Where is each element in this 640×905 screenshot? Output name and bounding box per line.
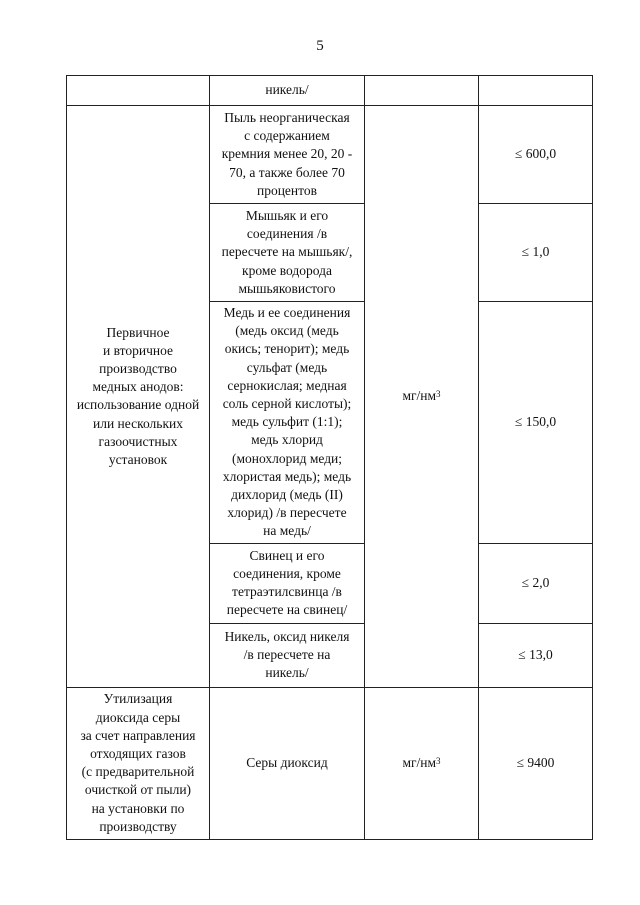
process-name: Утилизация диоксида серы за счет направления отходящих газов (с предварительной очисткой от пыли) на установки по производству — [80, 691, 196, 834]
limit-value: ≤ 13,0 — [518, 647, 553, 663]
value-cell — [479, 106, 593, 204]
limit-value: ≤ 150,0 — [514, 414, 557, 430]
process-cell — [67, 76, 210, 106]
unit-cell — [365, 687, 479, 839]
substance-cell — [210, 687, 365, 839]
emission-limits-table — [66, 75, 593, 840]
value-cell — [479, 623, 593, 687]
substance-name: Никель, оксид никеля /в пересчете на никель/ — [224, 628, 350, 681]
substance-name: Медь и ее соединения (медь оксид (медь окись; тенорит); медь сульфат (медь сернокислая; медная соль серной кислоты); медь сульфит (1:1); медь хлорид (монохлорид меди; хлористая медь); медь дихлорид (медь (II) хлорид) /в пересчете на медь/ — [222, 305, 352, 539]
substance-name: Мышьяк и его соединения /в пересчете на мышьяк/, кроме водорода мышьяковистого — [221, 207, 353, 296]
table-row — [67, 106, 593, 204]
unit-label: $мг/нм^3$ — [402, 755, 441, 771]
value-cell — [479, 543, 593, 623]
limit-value: ≤ 1,0 — [521, 244, 550, 260]
substance-cell — [210, 106, 365, 204]
value-cell — [479, 302, 593, 544]
process-cell — [67, 687, 210, 839]
substance-name: Свинец и его соединения, кроме тетраэтилсвинца /в пересчете на свинец/ — [226, 547, 348, 618]
substance-cell — [210, 76, 365, 106]
process-cell — [67, 106, 210, 688]
page-number: 5 — [316, 38, 324, 54]
table-row — [67, 76, 593, 106]
limit-value: ≤ 600,0 — [514, 146, 557, 162]
unit-cell — [365, 106, 479, 688]
table-row — [67, 687, 593, 839]
substance-name: Серы диоксид — [246, 755, 328, 771]
value-cell — [479, 76, 593, 106]
value-cell — [479, 687, 593, 839]
substance-name: никель/ — [265, 82, 309, 98]
substance-cell — [210, 302, 365, 544]
substance-cell — [210, 543, 365, 623]
process-name: Первичное и вторичное производство медных анодов: использование одной или нескольких газоочистных установок — [76, 324, 200, 467]
limit-value: ≤ 2,0 — [521, 575, 550, 591]
value-cell — [479, 204, 593, 302]
unit-label: $мг/нм^3$ — [402, 388, 441, 404]
substance-name: Пыль неорганическая с содержанием кремния менее 20, 20 - 70, а также более 70 процентов — [221, 109, 353, 198]
limit-value: ≤ 9400 — [516, 755, 555, 771]
substance-cell — [210, 204, 365, 302]
substance-cell — [210, 623, 365, 687]
unit-cell — [365, 76, 479, 106]
